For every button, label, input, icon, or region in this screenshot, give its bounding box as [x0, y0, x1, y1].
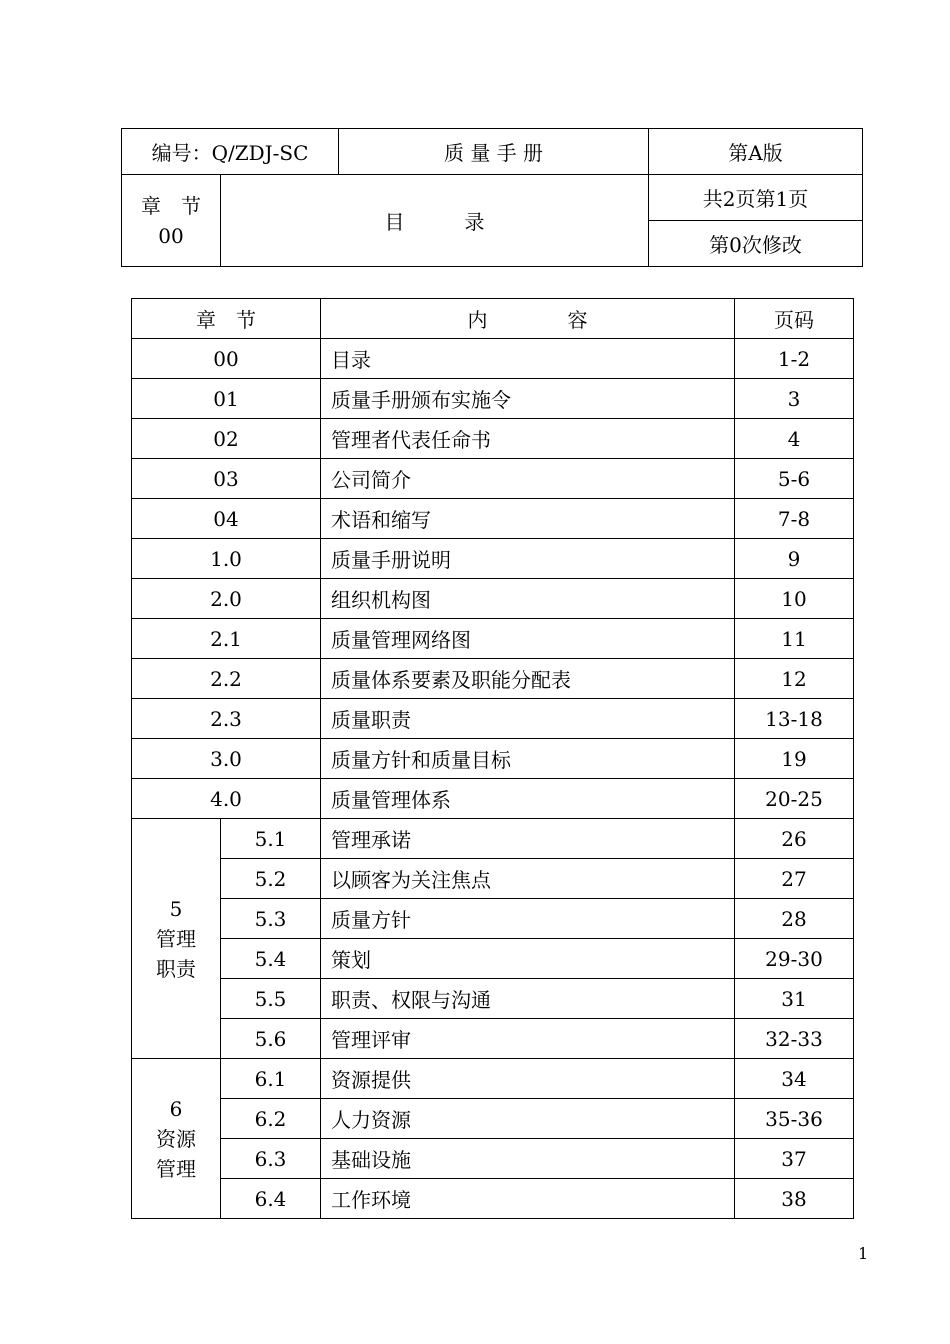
row-chapter: 5.5	[221, 979, 321, 1019]
row-title: 策划	[321, 939, 735, 979]
chapter-label: 章 节	[141, 193, 201, 218]
table-row	[132, 1179, 854, 1219]
row-chapter: 5.4	[221, 939, 321, 979]
document-header-table	[121, 128, 863, 267]
table-row	[132, 419, 854, 459]
table-row	[132, 1139, 854, 1179]
group-chapter-cell	[132, 819, 221, 1059]
row-page: 28	[735, 899, 854, 939]
row-title: 管理承诺	[321, 819, 735, 859]
chapter-cell	[122, 175, 221, 267]
row-page: 1-2	[735, 339, 854, 379]
col-page-header: 页码	[735, 299, 854, 339]
row-title: 资源提供	[321, 1059, 735, 1099]
row-chapter: 2.2	[132, 659, 321, 699]
row-title: 质量管理网络图	[321, 619, 735, 659]
manual-title: 质 量 手 册	[339, 129, 649, 175]
table-row	[132, 499, 854, 539]
row-chapter: 2.1	[132, 619, 321, 659]
row-page: 12	[735, 659, 854, 699]
row-title: 管理评审	[321, 1019, 735, 1059]
row-chapter: 6.2	[221, 1099, 321, 1139]
row-title: 术语和缩写	[321, 499, 735, 539]
row-title: 质量职责	[321, 699, 735, 739]
table-row	[132, 859, 854, 899]
row-chapter: 02	[132, 419, 321, 459]
row-title: 组织机构图	[321, 579, 735, 619]
row-chapter: 6.1	[221, 1059, 321, 1099]
row-chapter: 03	[132, 459, 321, 499]
page-number: 1	[858, 1244, 869, 1263]
row-chapter: 01	[132, 379, 321, 419]
table-row	[132, 619, 854, 659]
table-row	[132, 459, 854, 499]
table-row	[132, 939, 854, 979]
table-row	[132, 899, 854, 939]
row-page: 35-36	[735, 1099, 854, 1139]
table-row	[132, 659, 854, 699]
row-page: 32-33	[735, 1019, 854, 1059]
table-row	[132, 699, 854, 739]
table-row	[132, 779, 854, 819]
row-page: 9	[735, 539, 854, 579]
table-row	[132, 579, 854, 619]
table-row	[132, 979, 854, 1019]
row-page: 11	[735, 619, 854, 659]
row-page: 19	[735, 739, 854, 779]
row-page: 31	[735, 979, 854, 1019]
row-page: 34	[735, 1059, 854, 1099]
document-code: 编号：Q/ZDJ-SC	[122, 129, 339, 175]
row-title: 质量手册说明	[321, 539, 735, 579]
row-chapter: 6.4	[221, 1179, 321, 1219]
row-chapter: 5.2	[221, 859, 321, 899]
chapter-number: 00	[158, 223, 184, 248]
toc-table	[131, 298, 854, 1219]
page-count: 共2页第1页	[649, 175, 863, 221]
row-chapter: 3.0	[132, 739, 321, 779]
row-chapter: 1.0	[132, 539, 321, 579]
row-page: 37	[735, 1139, 854, 1179]
edition: 第A版	[649, 129, 863, 175]
group-label-line: 6	[169, 1096, 183, 1121]
row-chapter: 00	[132, 339, 321, 379]
group-chapter-cell	[132, 1059, 221, 1219]
row-page: 7-8	[735, 499, 854, 539]
row-page: 4	[735, 419, 854, 459]
row-title: 职责、权限与沟通	[321, 979, 735, 1019]
row-title: 质量方针	[321, 899, 735, 939]
row-title: 质量方针和质量目标	[321, 739, 735, 779]
row-page: 20-25	[735, 779, 854, 819]
row-chapter: 2.0	[132, 579, 321, 619]
row-page: 29-30	[735, 939, 854, 979]
group-label-line: 职责	[156, 956, 196, 981]
section-title: 目 录	[221, 175, 649, 267]
table-row	[132, 379, 854, 419]
row-title: 人力资源	[321, 1099, 735, 1139]
row-chapter: 04	[132, 499, 321, 539]
row-title: 质量体系要素及职能分配表	[321, 659, 735, 699]
row-page: 3	[735, 379, 854, 419]
row-page: 26	[735, 819, 854, 859]
group-label-line: 资源	[156, 1126, 196, 1151]
table-row	[132, 1099, 854, 1139]
row-chapter: 4.0	[132, 779, 321, 819]
group-label-line: 管理	[156, 926, 196, 951]
row-title: 公司简介	[321, 459, 735, 499]
table-row	[132, 739, 854, 779]
row-title: 以顾客为关注焦点	[321, 859, 735, 899]
row-title: 质量管理体系	[321, 779, 735, 819]
col-chapter-header: 章 节	[132, 299, 321, 339]
row-page: 38	[735, 1179, 854, 1219]
row-chapter: 5.1	[221, 819, 321, 859]
row-title: 管理者代表任命书	[321, 419, 735, 459]
table-row	[132, 819, 854, 859]
row-chapter: 6.3	[221, 1139, 321, 1179]
row-page: 13-18	[735, 699, 854, 739]
row-page: 5-6	[735, 459, 854, 499]
row-title: 基础设施	[321, 1139, 735, 1179]
table-row	[132, 1019, 854, 1059]
row-title: 目录	[321, 339, 735, 379]
revision: 第0次修改	[649, 221, 863, 267]
col-content-header: 内 容	[321, 299, 735, 339]
row-chapter: 2.3	[132, 699, 321, 739]
row-chapter: 5.3	[221, 899, 321, 939]
table-row	[132, 539, 854, 579]
row-page: 10	[735, 579, 854, 619]
table-row	[132, 1059, 854, 1099]
row-title: 工作环境	[321, 1179, 735, 1219]
table-row	[132, 339, 854, 379]
row-title: 质量手册颁布实施令	[321, 379, 735, 419]
toc-header-row	[132, 299, 854, 339]
group-label-line: 5	[169, 896, 183, 921]
row-chapter: 5.6	[221, 1019, 321, 1059]
row-page: 27	[735, 859, 854, 899]
group-label-line: 管理	[156, 1156, 196, 1181]
